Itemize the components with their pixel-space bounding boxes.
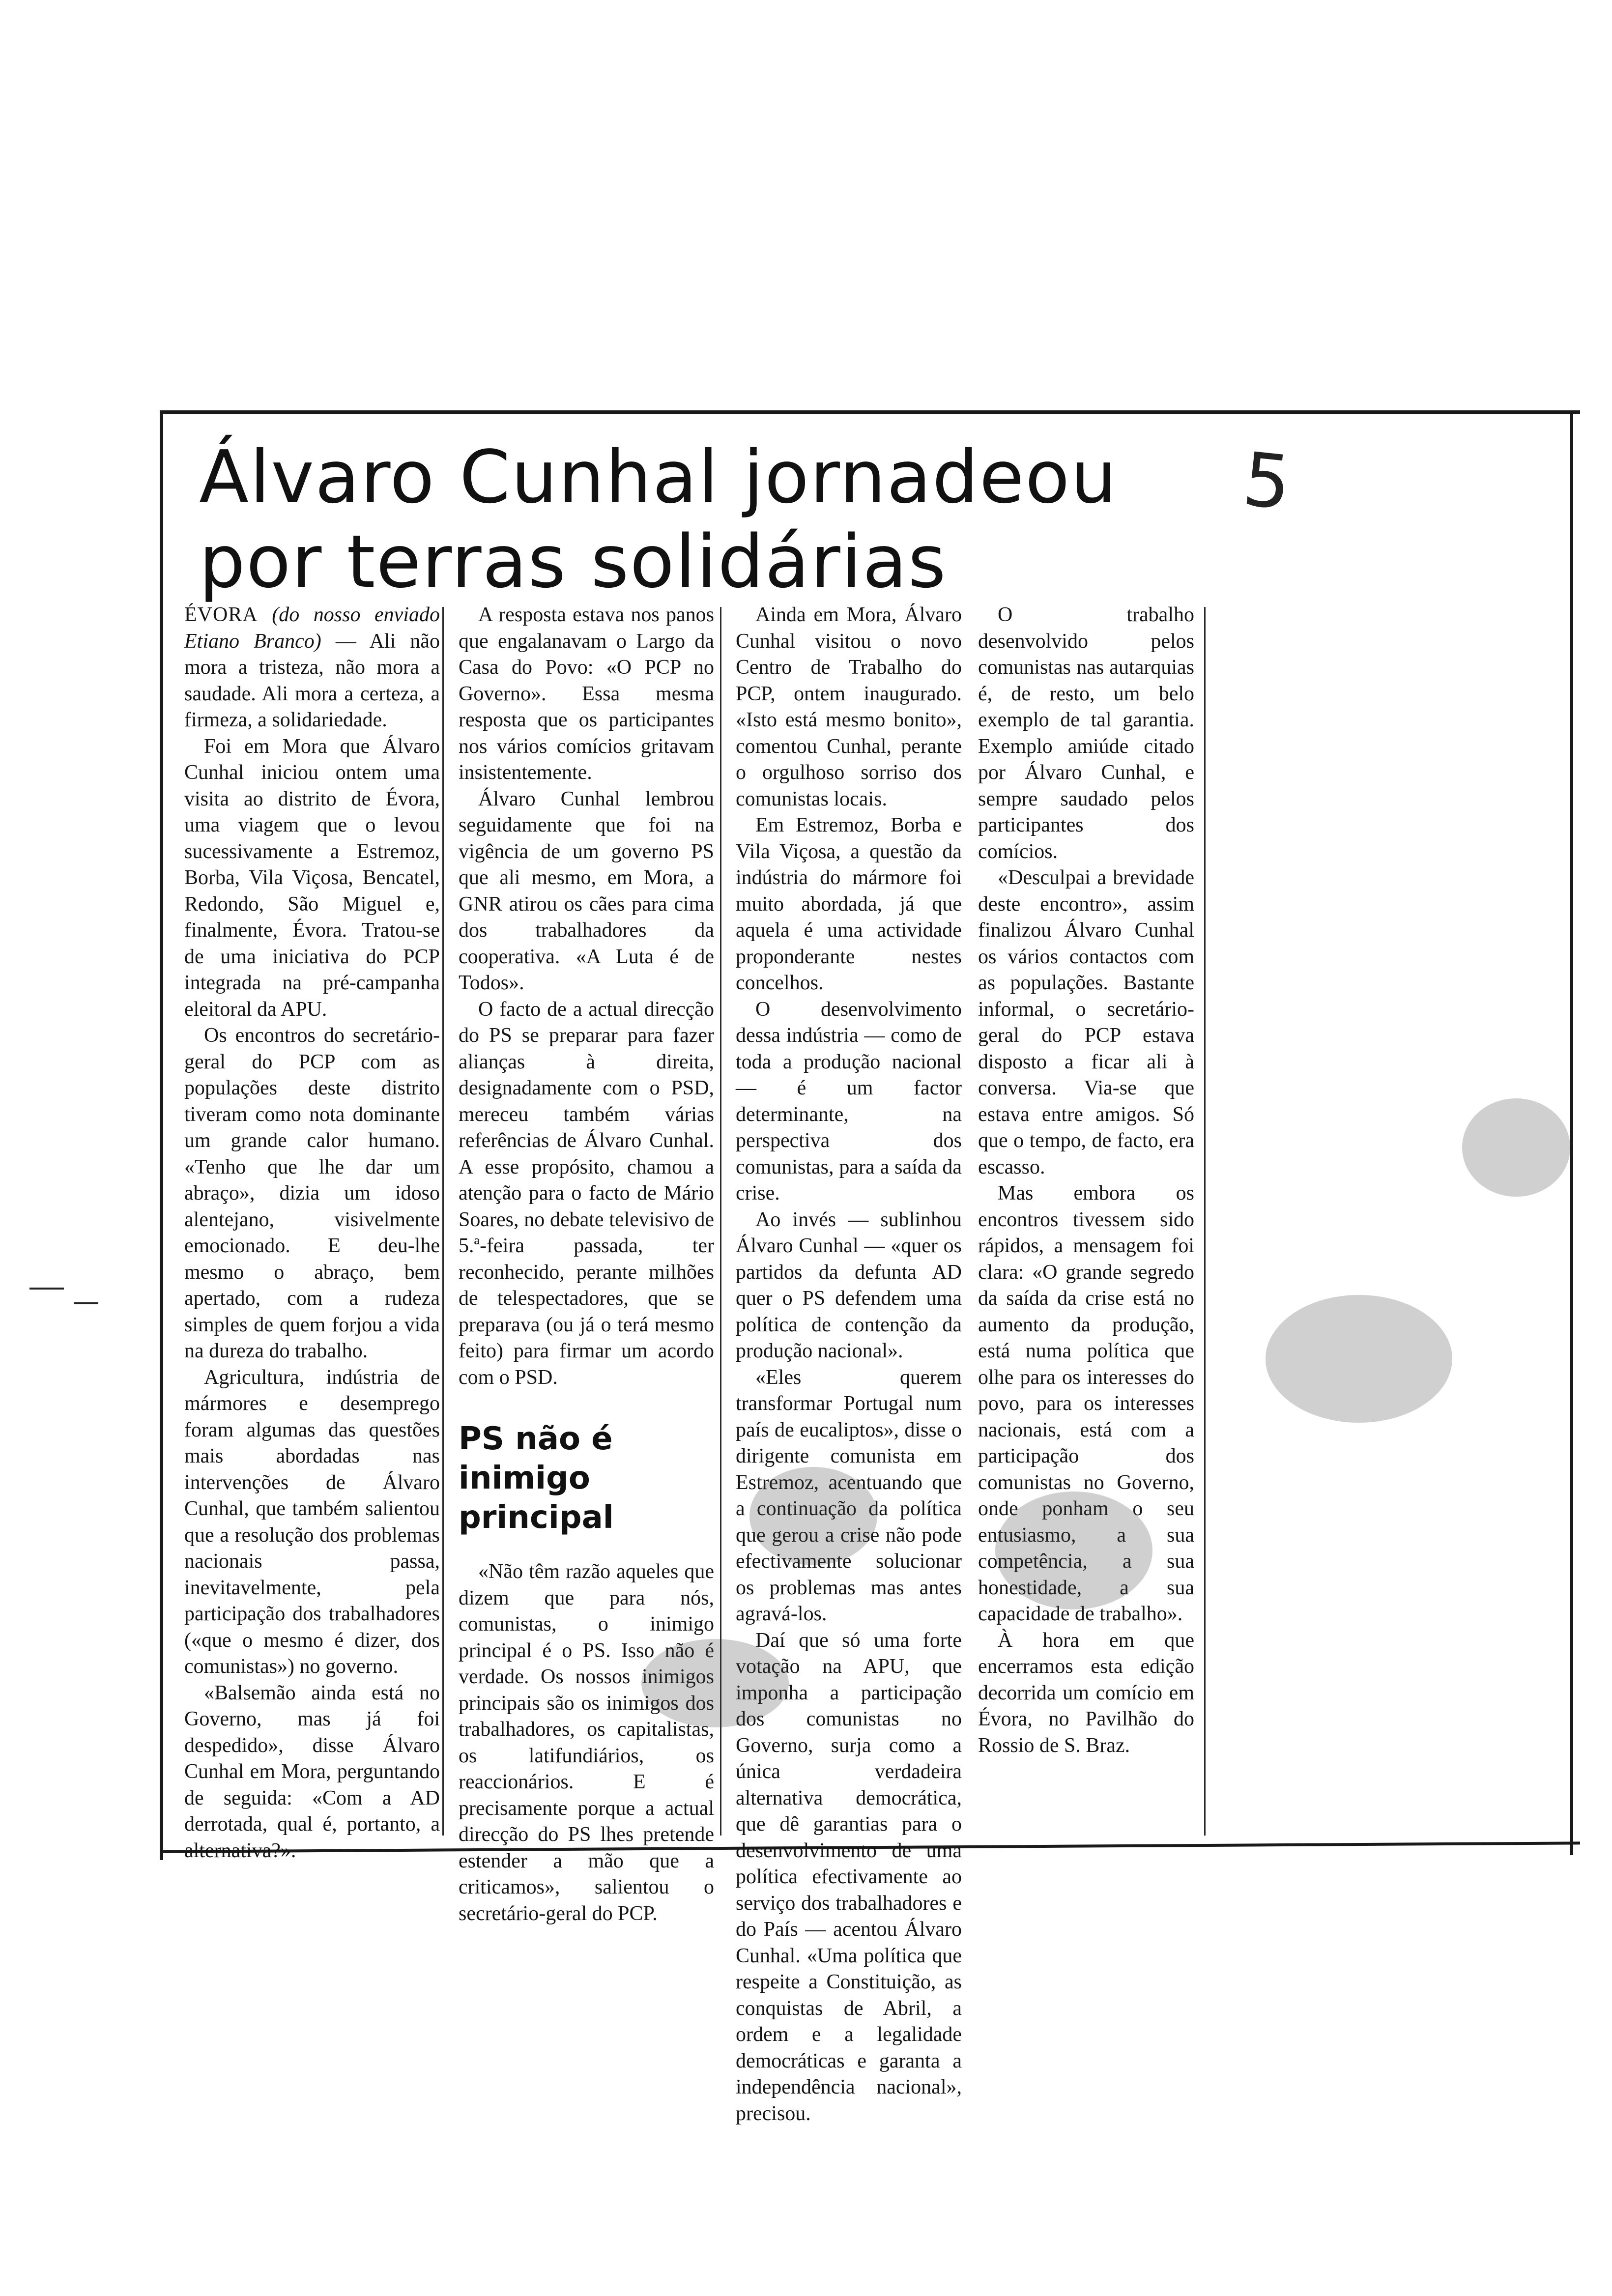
byline: (do nosso enviado Etiano Branco): [184, 603, 440, 653]
paragraph: Em Estremoz, Borba e Vila Viçosa, a questão da indústria do mármore foi muito abordada, já que aquela é uma actividade proponderante nestes concelhos.: [736, 814, 962, 994]
paragraph: O desenvolvimento dessa indústria — como de toda a produção nacional — é um factor determinante, na perspectiva dos comunistas, para a saída da crise.: [736, 998, 962, 1205]
paragraph: Ao invés — sublinhou Álvaro Cunhal — «quer os partidos da defunta AD quer o PS defendem uma política de contenção da produção nacional».: [736, 1208, 962, 1362]
scan-noise: [995, 1492, 1152, 1609]
clipping-border-top: [160, 410, 1580, 414]
dateline-place: ÉVORA: [184, 603, 258, 626]
paragraph: «Não têm razão aqueles que dizem que para nós, comunistas, o inimigo principal é o PS. Isso não é verdade. Os nossos inimigos principais são os inimigos dos trabalhadores, os capitalistas, os latifundiários, os reaccionários. E é precisamente porque a actual direcção do PS lhes pretende estender a mão que a criticamos», salientou o secretário-geral do PCP.: [459, 1560, 714, 1925]
paragraph: Daí que só uma forte votação na APU, que imponha a participação dos comunistas no Governo, surja como a única verdadeira alternativa democrática, que dê garantias para o desenvolvimento de uma política efectivamente ao serviço dos trabalhadores e do País — acentou Álvaro Cunhal. «Uma política que respeite a Constituição, as conquistas de Abril, a ordem e a legalidade democráticas e garanta a independência nacional», precisou.: [736, 1629, 962, 2125]
paragraph: Agricultura, indústria de mármores e desemprego foram algumas das questões mais abordadas nas intervenções de Álvaro Cunhal, que também salientou que a resolução dos problemas nacionais passa, inevitavelmente, pela participação dos trabalhadores («que o mesmo é dizer, dos comunistas») no governo.: [184, 1366, 440, 1678]
paragraph: «Eles querem transformar Portugal num país de eucaliptos», disse o dirigente comunista em Estremoz, acentuando que a continuação da política que gerou a crise não pode efectivamente solucionar os problemas mas antes agravá-los.: [736, 1366, 962, 1625]
paragraph: Ainda em Mora, Álvaro Cunhal visitou o novo Centro de Trabalho do PCP, ontem inaugurado. «Isto está mesmo bonito», comentou Cunhal, perante o orgulhoso sorriso dos comunistas locais.: [736, 603, 962, 810]
headline: [199, 435, 1329, 604]
paragraph: Álvaro Cunhal lembrou seguidamente que foi na vigência de um governo PS que ali mesmo, em Mora, a GNR atirou os cães para cima dos trabalhadores da cooperativa. «A Luta é de Todos».: [459, 787, 714, 994]
scan-noise: [641, 1639, 789, 1727]
paragraph: A resposta estava nos panos que engalanavam o Largo da Casa do Povo: «O PCP no Governo». Essa mesma resposta que os participantes nos vários comícios gritavam insistentemente.: [459, 603, 714, 784]
stray-scan-mark: [29, 1288, 64, 1290]
headline-line-1: Álvaro Cunhal jornadeou: [199, 435, 1118, 519]
clipping-border-right: [1570, 410, 1573, 1855]
scan-noise: [1266, 1295, 1452, 1423]
clipping-border-left: [160, 410, 163, 1860]
paragraph: «Balsemão ainda está no Governo, mas já foi despedido», disse Álvaro Cunhal em Mora, perguntando de seguida: «Com a AD derrotada, qual é, portanto, a alternativa?».: [184, 1681, 440, 1862]
subheading: PS não é inimigo principal: [459, 1421, 614, 1536]
lead-paragraph: [184, 602, 440, 734]
paragraph-text: — Ali não mora a tristeza, não mora a saudade. Ali mora a certeza, a firmeza, a solidariedade.: [184, 630, 440, 731]
headline-line-2: por terras solidárias: [199, 519, 947, 604]
column-rule: [1204, 607, 1206, 1836]
scan-noise: [1462, 1098, 1570, 1197]
paragraph: Os encontros do secretário-geral do PCP com as populações deste distrito tiveram como nota dominante um grande calor humano. «Tenho que lhe dar um abraço», dizia um idoso alentejano, visivelmente emocionado. E deu-lhe mesmo o abraço, bem apertado, com a rudeza simples de quem forjou a vida na dureza do trabalho.: [184, 1024, 440, 1362]
stray-scan-mark: [74, 1302, 98, 1304]
article-column-1: [184, 602, 440, 1862]
paragraph: Mas embora os encontros tivessem sido rápidos, a mensagem foi clara: «O grande segredo da saída da crise está no aumento da produção, está numa política que olhe para os interesses do povo, para os interesses nacionais, está com a participação dos comunistas no Governo, onde ponham o seu entusiasmo, a sua competência, a sua honestidade, a sua capacidade de trabalho».: [978, 1182, 1194, 1625]
scan-noise: [749, 1467, 877, 1565]
paragraph: «Desculpai a brevidade deste encontro», assim finalizou Álvaro Cunhal os vários contactos com as populações. Bastante informal, o secretário-geral do PCP estava disposto a ficar ali à conversa. Via-se que estava entre amigos. Só que o tempo, de facto, era escasso.: [978, 866, 1194, 1178]
paragraph: À hora em que encerramos esta edição decorrida um comício em Évora, no Pavilhão do Rossio de S. Braz.: [978, 1629, 1194, 1757]
paragraph: O trabalho desenvolvido pelos comunistas nas autarquias é, de resto, um belo exemplo de tal garantia. Exemplo amiúde citado por Álvaro Cunhal, e sempre saudado pelos participantes dos comícios.: [978, 603, 1194, 863]
handwritten-page-number: 5: [1239, 436, 1295, 527]
newspaper-clipping: [160, 410, 1580, 2125]
column-rule: [442, 607, 444, 1836]
article-column-4: [978, 602, 1194, 1840]
paragraph: O facto de a actual direcção do PS se preparar para fazer alianças à direita, designadamente com o PSD, mereceu também várias referências de Álvaro Cunhal. A esse propósito, chamou a atenção para o facto de Mário Soares, no debate televisivo de 5.ª-feira passada, ter reconhecido, perante milhões de telespectadores, que se preparava (ou já o terá mesmo feito) para firmar um acordo com o PSD.: [459, 998, 714, 1389]
paragraph: Foi em Mora que Álvaro Cunhal iniciou ontem uma visita ao distrito de Évora, uma viagem que o levou sucessivamente a Estremoz, Borba, Vila Viçosa, Bencatel, Redondo, São Miguel e, finalmente, Évora. Tratou-se de uma iniciativa do PCP integrada na pré-campanha eleitoral da APU.: [184, 735, 440, 1021]
